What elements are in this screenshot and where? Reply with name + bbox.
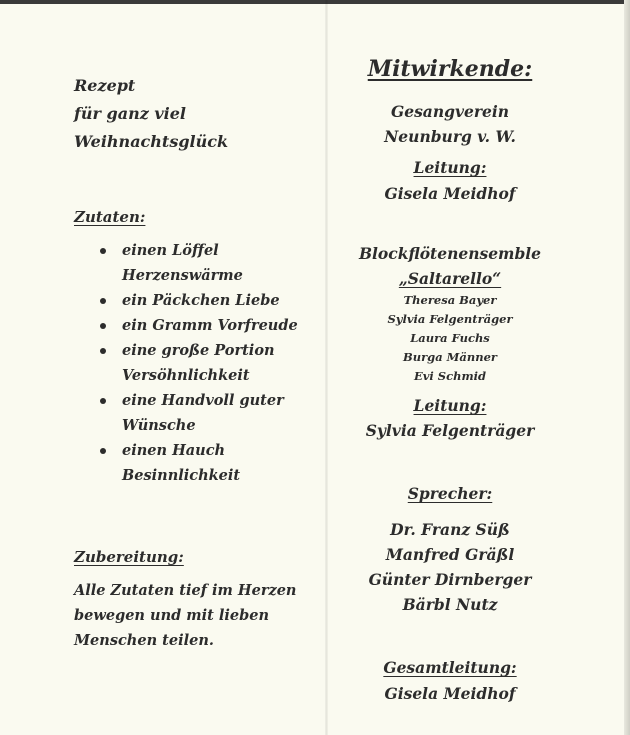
preparation-text <box>74 578 314 653</box>
ensemble-member: Sylvia Felgenträger <box>387 312 513 326</box>
ingredient-text: ein Päckchen Liebe <box>122 292 280 309</box>
ingredient-item <box>96 238 316 288</box>
bullet-icon <box>100 398 106 404</box>
speakers-label: Sprecher: <box>407 484 493 503</box>
ensemble-member: Laura Fuchs <box>410 331 490 345</box>
ingredients-heading: Zutaten: <box>74 208 146 226</box>
overall-lead-label: Gesamtleitung: <box>383 658 517 677</box>
ensemble-name-line-1: Blockflötenensemble <box>358 244 542 263</box>
ingredient-text: ein Gramm Vorfreude <box>122 317 298 334</box>
center-fold <box>325 0 328 735</box>
ensemble-member: Theresa Bayer <box>403 293 497 307</box>
ingredient-text: Herzenswärme <box>122 267 243 284</box>
ensemble-member: Evi Schmid <box>413 369 487 383</box>
top-edge-shadow <box>0 0 630 4</box>
preparation-line: Alle Zutaten tief im Herzen <box>74 582 297 599</box>
ingredient-item <box>96 288 316 313</box>
choir-name-line-1: Gesangverein <box>390 102 510 121</box>
speaker-name: Bärbl Nutz <box>402 595 498 614</box>
right-edge-shadow <box>624 0 630 735</box>
choir-name-line-2: Neunburg v. W. <box>384 127 516 146</box>
ingredient-text: eine große Portion <box>122 342 275 359</box>
bullet-icon <box>100 298 106 304</box>
ensemble-lead-name: Sylvia Felgenträger <box>365 421 535 440</box>
speaker-name: Günter Dirnberger <box>368 570 532 589</box>
ingredient-text: eine Handvoll guter <box>122 392 284 409</box>
ingredient-text: Versöhnlichkeit <box>122 367 250 384</box>
ingredient-text: einen Löffel <box>122 242 219 259</box>
speaker-name: Dr. Franz Süß <box>390 520 510 539</box>
speaker-name: Manfred Gräßl <box>385 545 515 564</box>
bullet-icon <box>100 348 106 354</box>
choir-lead-label: Leitung: <box>413 158 487 177</box>
bullet-icon <box>100 448 106 454</box>
recipe-title-line-2: für ganz viel <box>74 104 186 123</box>
preparation-heading: Zubereitung: <box>74 548 184 566</box>
ingredient-item <box>96 388 316 438</box>
bullet-icon <box>100 323 106 329</box>
ensemble-member: Burga Männer <box>403 350 497 364</box>
choir-lead-name: Gisela Meidhof <box>384 184 516 203</box>
ingredient-item <box>96 438 316 488</box>
preparation-line: Menschen teilen. <box>74 632 214 649</box>
recipe-title-line-1: Rezept <box>74 76 136 95</box>
recipe-title-line-3: Weihnachtsglück <box>74 132 229 151</box>
credits-heading: Mitwirkende: <box>367 56 533 82</box>
ingredient-text: Wünsche <box>122 417 196 434</box>
preparation-line: bewegen und mit lieben <box>74 607 270 624</box>
ingredient-text: Besinnlichkeit <box>122 467 241 484</box>
ingredient-item <box>96 338 316 388</box>
ingredient-item <box>96 313 316 338</box>
ingredients-list <box>96 238 316 488</box>
overall-lead-name: Gisela Meidhof <box>384 684 516 703</box>
bullet-icon <box>100 248 106 254</box>
ensemble-lead-label: Leitung: <box>413 396 487 415</box>
ingredient-text: einen Hauch <box>122 442 226 459</box>
ensemble-name-line-2: „Saltarello“ <box>398 269 502 288</box>
